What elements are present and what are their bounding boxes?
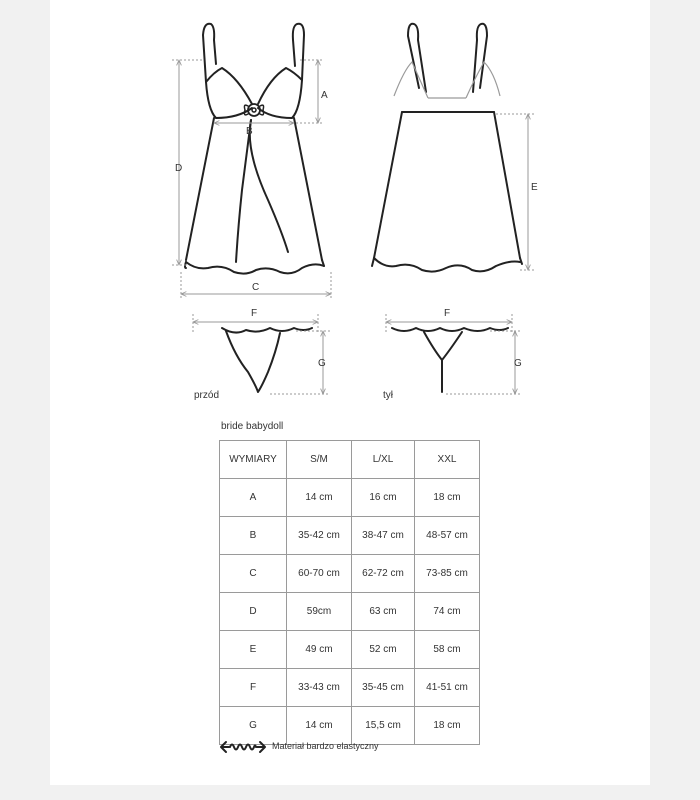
table-cell: B xyxy=(220,517,287,555)
table-cell: 33-43 cm xyxy=(287,669,352,707)
table-cell: 74 cm xyxy=(415,593,480,631)
table-cell: 63 cm xyxy=(352,593,415,631)
label-a: A xyxy=(321,90,328,101)
table-cell: 35-45 cm xyxy=(352,669,415,707)
table-cell: 48-57 cm xyxy=(415,517,480,555)
table-header-row xyxy=(220,441,480,479)
table-cell: 60-70 cm xyxy=(287,555,352,593)
back-babydoll-drawing xyxy=(372,24,522,272)
table-row xyxy=(220,517,480,555)
table-cell: 58 cm xyxy=(415,631,480,669)
table-row xyxy=(220,593,480,631)
table-cell: A xyxy=(220,479,287,517)
table-cell: 49 cm xyxy=(287,631,352,669)
legend-text: Materiał bardzo elastyczny xyxy=(272,741,379,751)
back-caption: tył xyxy=(383,390,393,401)
table-title: bride babydoll xyxy=(221,421,284,432)
table-row xyxy=(220,555,480,593)
header-cell: XXL xyxy=(415,441,480,479)
table-cell: F xyxy=(220,669,287,707)
table-cell: 35-42 cm xyxy=(287,517,352,555)
table-cell: C xyxy=(220,555,287,593)
table-cell: E xyxy=(220,631,287,669)
table-cell: G xyxy=(220,707,287,745)
header-cell: S/M xyxy=(287,441,352,479)
label-e: E xyxy=(531,182,538,193)
label-c: C xyxy=(252,282,260,293)
label-f-back: F xyxy=(444,308,451,319)
table-row xyxy=(220,479,480,517)
front-babydoll-drawing xyxy=(185,24,324,274)
header-cell: WYMIARY xyxy=(220,441,287,479)
label-g-front: G xyxy=(318,358,326,369)
label-d: D xyxy=(175,163,183,174)
size-table xyxy=(219,440,480,745)
table-cell: 73-85 cm xyxy=(415,555,480,593)
front-thong-dimension-lines xyxy=(193,314,330,394)
label-b: B xyxy=(246,126,253,137)
table-cell: 16 cm xyxy=(352,479,415,517)
table-cell: 41-51 cm xyxy=(415,669,480,707)
table-row xyxy=(220,631,480,669)
table-cell: 62-72 cm xyxy=(352,555,415,593)
back-thong-drawing xyxy=(392,328,508,392)
front-thong-drawing xyxy=(222,328,312,392)
back-dimension-lines xyxy=(496,114,534,270)
table-row xyxy=(220,707,480,745)
back-bust-outline xyxy=(394,62,500,98)
front-caption: przód xyxy=(194,390,220,401)
table-cell: D xyxy=(220,593,287,631)
front-dimension-lines xyxy=(172,60,331,298)
label-g-back: G xyxy=(514,358,522,369)
table-cell: 15,5 cm xyxy=(352,707,415,745)
back-thong-dimension-lines xyxy=(386,314,522,394)
table-cell: 52 cm xyxy=(352,631,415,669)
table-cell: 18 cm xyxy=(415,707,480,745)
table-cell: 59cm xyxy=(287,593,352,631)
header-cell: L/XL xyxy=(352,441,415,479)
elastic-arrows-icon xyxy=(219,740,267,754)
table-cell: 14 cm xyxy=(287,479,352,517)
label-f-front: F xyxy=(251,308,258,319)
table-cell: 14 cm xyxy=(287,707,352,745)
table-cell: 18 cm xyxy=(415,479,480,517)
table-row xyxy=(220,669,480,707)
table-cell: 38-47 cm xyxy=(352,517,415,555)
